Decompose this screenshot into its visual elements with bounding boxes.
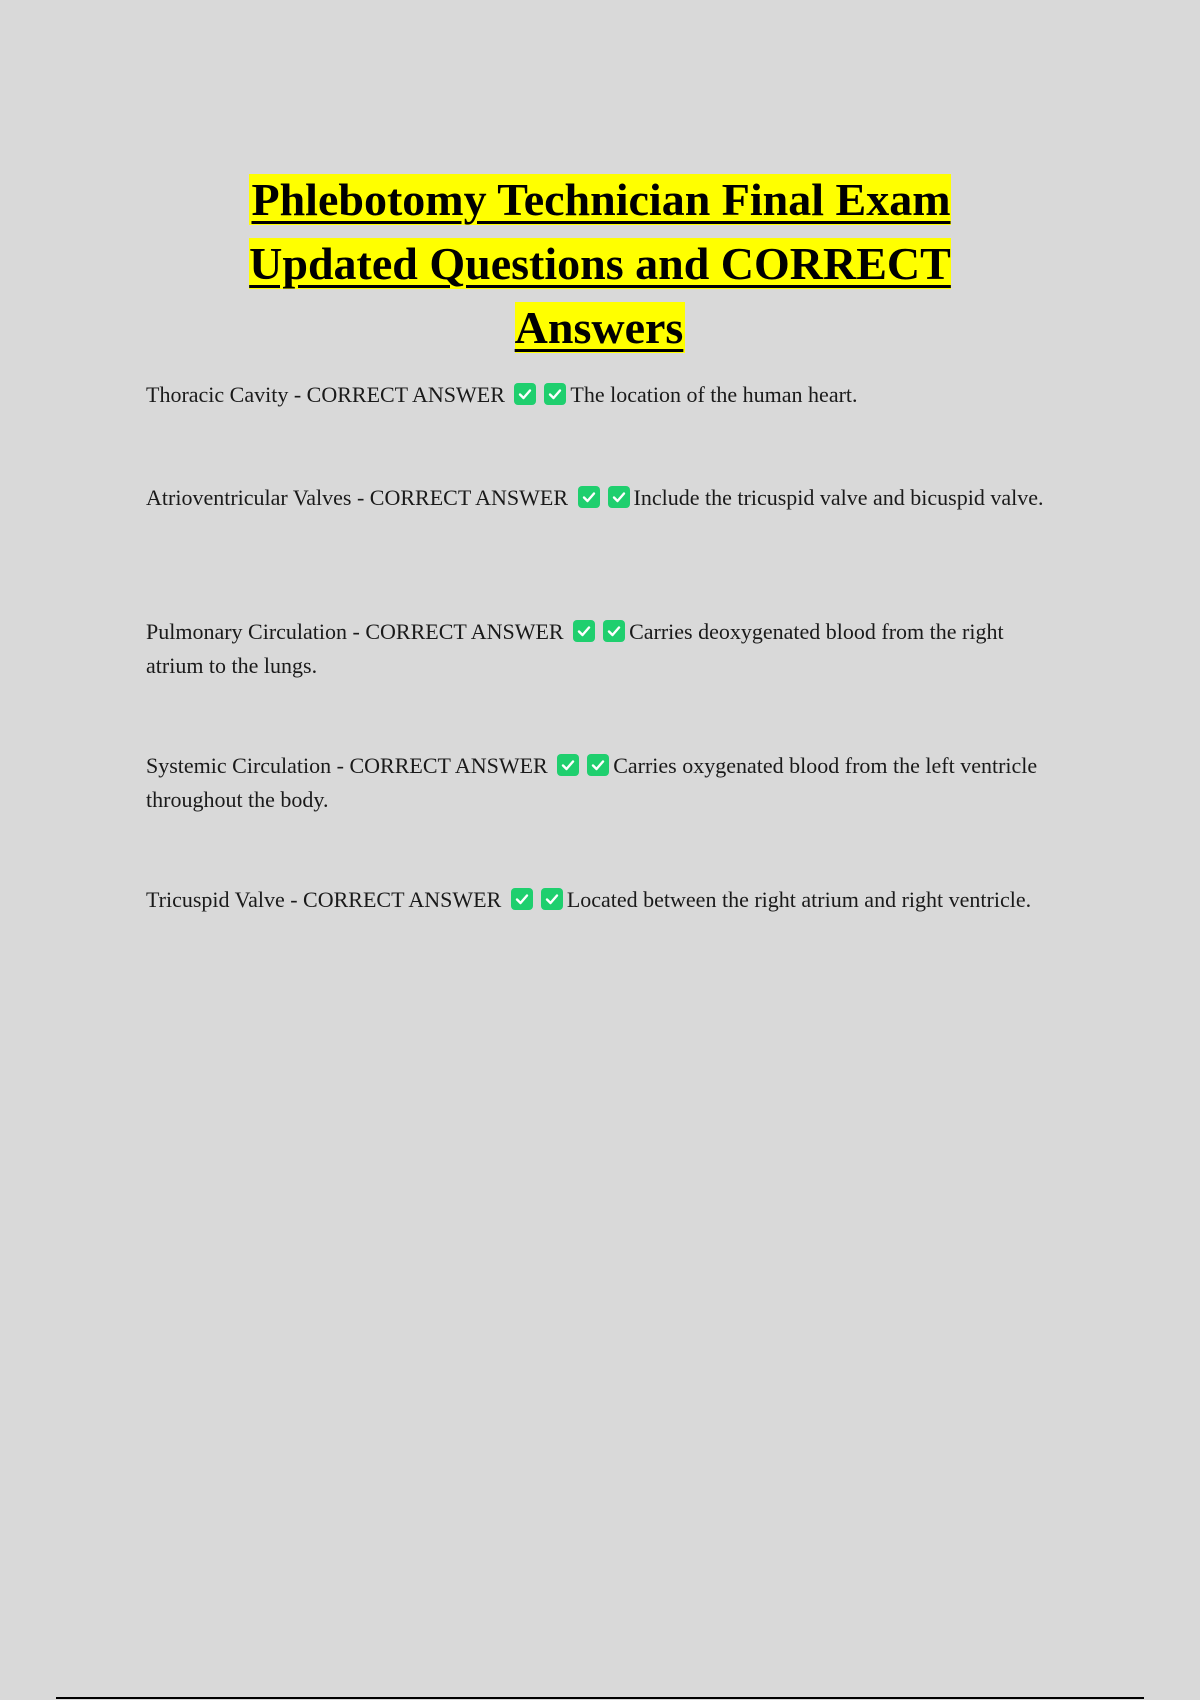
title-highlight: Phlebotomy Technician Final Exam Updated Questions and CORRECT Answers xyxy=(249,174,951,353)
check-mark-icon xyxy=(608,486,630,508)
check-mark-icon xyxy=(541,888,563,910)
item-answer: Carries deoxygenated blood from the right atrium to the lungs. xyxy=(146,619,1004,678)
item-term: Pulmonary Circulation - CORRECT ANSWER xyxy=(146,619,564,644)
check-mark-icon xyxy=(511,888,533,910)
check-mark-icon xyxy=(557,754,579,776)
item-term: Tricuspid Valve - CORRECT ANSWER xyxy=(146,887,502,912)
check-mark-icon xyxy=(578,486,600,508)
list-item xyxy=(146,378,1046,412)
item-answer: The location of the human heart. xyxy=(570,382,858,407)
check-mark-icon xyxy=(587,754,609,776)
check-mark-icon xyxy=(544,383,566,405)
bottom-divider xyxy=(56,1697,1144,1699)
list-item xyxy=(146,615,1046,683)
item-term: Systemic Circulation - CORRECT ANSWER xyxy=(146,753,548,778)
page-title xyxy=(200,168,1000,360)
item-answer: Located between the right atrium and right ventricle. xyxy=(566,887,1032,912)
list-item xyxy=(146,883,1046,917)
item-term: Thoracic Cavity - CORRECT ANSWER xyxy=(146,382,505,407)
item-answer: Carries oxygenated blood from the left ventricle throughout the body. xyxy=(146,753,1038,812)
list-item xyxy=(146,749,1046,817)
item-term: Atrioventricular Valves - CORRECT ANSWER xyxy=(146,485,569,510)
list-item xyxy=(146,481,1046,515)
check-mark-icon xyxy=(573,620,595,642)
check-mark-icon xyxy=(603,620,625,642)
check-mark-icon xyxy=(514,383,536,405)
item-answer: Include the tricuspid valve and bicuspid valve. xyxy=(633,485,1044,510)
